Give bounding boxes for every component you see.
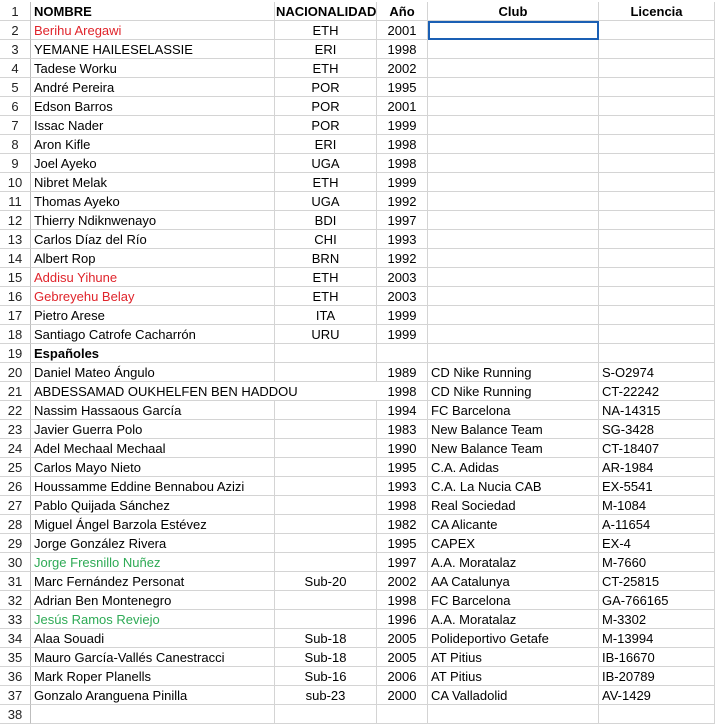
cell-nacionalidad[interactable]	[275, 344, 377, 363]
cell-anio[interactable]: 1993	[377, 230, 428, 249]
cell-anio[interactable]: 2000	[377, 686, 428, 705]
cell-anio[interactable]: 2005	[377, 629, 428, 648]
cell-nacionalidad[interactable]: UGA	[275, 192, 377, 211]
cell-club[interactable]	[428, 344, 599, 363]
cell-anio[interactable]: 1999	[377, 306, 428, 325]
cell-nombre[interactable]: ABDESSAMAD OUKHELFEN BEN HADDOU	[31, 382, 428, 401]
cell-anio[interactable]: 2003	[377, 287, 428, 306]
cell-club[interactable]: AT Pitius	[428, 667, 599, 686]
cell-anio[interactable]: 1996	[377, 610, 428, 629]
cell-nombre[interactable]: Gebreyehu Belay	[31, 287, 275, 306]
cell-nombre[interactable]: Marc Fernández Personat	[31, 572, 275, 591]
table-row	[0, 610, 715, 629]
cell-nacionalidad[interactable]: POR	[275, 78, 377, 97]
cell-nombre[interactable]: Nassim Hassaous García	[31, 401, 275, 420]
cell-anio[interactable]: 2002	[377, 572, 428, 591]
cell-club[interactable]: C.A. La Nucia CAB	[428, 477, 599, 496]
cell-club[interactable]	[428, 154, 599, 173]
row-number[interactable]: 17	[0, 306, 31, 325]
cell-anio[interactable]: 1993	[377, 477, 428, 496]
cell-licencia[interactable]: CT-18407	[599, 439, 715, 458]
table-row	[0, 401, 715, 420]
cell-nacionalidad[interactable]: ETH	[275, 59, 377, 78]
cell-nacionalidad[interactable]	[275, 439, 377, 458]
table-row	[0, 344, 715, 363]
cell-licencia[interactable]	[599, 705, 715, 724]
cell-licencia[interactable]: M-7660	[599, 553, 715, 572]
cell-anio[interactable]: 2003	[377, 268, 428, 287]
cell-nombre[interactable]: Jesús Ramos Reviejo	[31, 610, 275, 629]
cell-nombre[interactable]: Albert Rop	[31, 249, 275, 268]
cell-nombre[interactable]: Mauro García-Vallés Canestracci	[31, 648, 275, 667]
cell-nacionalidad[interactable]: Sub-18	[275, 648, 377, 667]
cell-nacionalidad[interactable]	[275, 705, 377, 724]
cell-club[interactable]	[428, 211, 599, 230]
row-number[interactable]: 18	[0, 325, 31, 344]
cell-licencia[interactable]	[599, 40, 715, 59]
cell-nacionalidad[interactable]: POR	[275, 116, 377, 135]
table-row	[0, 40, 715, 59]
cell-club[interactable]	[428, 306, 599, 325]
row-number[interactable]: 14	[0, 249, 31, 268]
table-row	[0, 306, 715, 325]
row-number[interactable]: 21	[0, 382, 31, 401]
row-number[interactable]: 28	[0, 515, 31, 534]
row-number[interactable]: 12	[0, 211, 31, 230]
cell-licencia[interactable]: SG-3428	[599, 420, 715, 439]
row-number[interactable]: 37	[0, 686, 31, 705]
cell-anio[interactable]: 1995	[377, 78, 428, 97]
table-row	[0, 287, 715, 306]
row-header[interactable]: 1	[0, 2, 31, 21]
row-number[interactable]: 6	[0, 97, 31, 116]
cell-nombre[interactable]: Daniel Mateo Ángulo	[31, 363, 275, 382]
cell-nacionalidad[interactable]: URU	[275, 325, 377, 344]
cell-nacionalidad[interactable]: ERI	[275, 40, 377, 59]
cell-nacionalidad[interactable]: CHI	[275, 230, 377, 249]
column-header-club[interactable]: Club	[428, 2, 599, 21]
row-number[interactable]: 16	[0, 287, 31, 306]
cell-club[interactable]: Real Sociedad	[428, 496, 599, 515]
cell-nombre[interactable]: Adrian Ben Montenegro	[31, 591, 275, 610]
cell-licencia[interactable]	[599, 287, 715, 306]
cell-club[interactable]	[428, 325, 599, 344]
cell-club[interactable]	[428, 705, 599, 724]
cell-nacionalidad[interactable]: UGA	[275, 154, 377, 173]
cell-nacionalidad[interactable]	[275, 553, 377, 572]
cell-club[interactable]	[428, 97, 599, 116]
row-number[interactable]: 24	[0, 439, 31, 458]
cell-nacionalidad[interactable]: Sub-20	[275, 572, 377, 591]
cell-club[interactable]	[428, 287, 599, 306]
table-row	[0, 325, 715, 344]
cell-nacionalidad[interactable]	[275, 496, 377, 515]
row-number[interactable]: 29	[0, 534, 31, 553]
cell-licencia[interactable]	[599, 306, 715, 325]
cell-club[interactable]: CA Alicante	[428, 515, 599, 534]
row-number[interactable]: 9	[0, 154, 31, 173]
table-row	[0, 667, 715, 686]
cell-club[interactable]: A.A. Moratalaz	[428, 610, 599, 629]
table-row	[0, 686, 715, 705]
cell-club[interactable]	[428, 192, 599, 211]
table-row	[0, 591, 715, 610]
cell-anio[interactable]: 1995	[377, 534, 428, 553]
table-row	[0, 648, 715, 667]
cell-nombre[interactable]: Pietro Arese	[31, 306, 275, 325]
table-row	[0, 211, 715, 230]
cell-nombre[interactable]: Berihu Aregawi	[31, 21, 275, 40]
row-number[interactable]: 10	[0, 173, 31, 192]
cell-licencia[interactable]: AV-1429	[599, 686, 715, 705]
cell-anio[interactable]: 1997	[377, 553, 428, 572]
cell-nacionalidad[interactable]: ETH	[275, 287, 377, 306]
cell-anio[interactable]: 1989	[377, 363, 428, 382]
column-header-nacionalidad[interactable]: NACIONALIDAD	[276, 4, 377, 19]
cell-club[interactable]	[428, 40, 599, 59]
cell-anio[interactable]: 1992	[377, 192, 428, 211]
cell-licencia[interactable]	[599, 268, 715, 287]
cell-nombre[interactable]: Joel Ayeko	[31, 154, 275, 173]
cell-licencia[interactable]	[599, 116, 715, 135]
table-row	[0, 534, 715, 553]
cell-nombre[interactable]: Aron Kifle	[31, 135, 275, 154]
cell-club[interactable]	[428, 21, 599, 40]
cell-nombre[interactable]: Gonzalo Aranguena Pinilla	[31, 686, 275, 705]
row-number[interactable]: 36	[0, 667, 31, 686]
cell-club[interactable]	[428, 59, 599, 78]
row-number[interactable]: 13	[0, 230, 31, 249]
cell-nombre[interactable]: Thomas Ayeko	[31, 192, 275, 211]
cell-club[interactable]: FC Barcelona	[428, 401, 599, 420]
cell-anio[interactable]: 1983	[377, 420, 428, 439]
cell-club[interactable]: CAPEX	[428, 534, 599, 553]
cell-licencia[interactable]: M-3302	[599, 610, 715, 629]
table-row	[0, 230, 715, 249]
row-number[interactable]: 20	[0, 363, 31, 382]
cell-nacionalidad[interactable]	[275, 610, 377, 629]
cell-nombre[interactable]: Miguel Ángel Barzola Estévez	[31, 515, 275, 534]
cell-licencia[interactable]: A-11654	[599, 515, 715, 534]
cell-licencia[interactable]: M-1084	[599, 496, 715, 515]
table-row	[0, 496, 715, 515]
cell-nombre[interactable]: Españoles	[31, 344, 275, 363]
cell-anio[interactable]: 1998	[377, 496, 428, 515]
cell-nacionalidad[interactable]: ETH	[275, 21, 377, 40]
cell-licencia[interactable]	[599, 21, 715, 40]
row-number[interactable]: 4	[0, 59, 31, 78]
cell-nombre[interactable]: Carlos Mayo Nieto	[31, 458, 275, 477]
cell-anio[interactable]: 2002	[377, 59, 428, 78]
cell-club[interactable]	[428, 230, 599, 249]
cell-anio[interactable]: 1999	[377, 116, 428, 135]
cell-nacionalidad[interactable]: BDI	[275, 211, 377, 230]
cell-anio[interactable]: 2001	[377, 21, 428, 40]
cell-club[interactable]: Polideportivo Getafe	[428, 629, 599, 648]
cell-club[interactable]	[428, 268, 599, 287]
cell-nombre[interactable]: Carlos Díaz del Río	[31, 230, 275, 249]
cell-licencia[interactable]	[599, 325, 715, 344]
row-number[interactable]: 19	[0, 344, 31, 363]
cell-club[interactable]: CD Nike Running	[428, 363, 599, 382]
row-number[interactable]: 33	[0, 610, 31, 629]
row-number[interactable]: 7	[0, 116, 31, 135]
row-number[interactable]: 34	[0, 629, 31, 648]
cell-anio[interactable]: 1995	[377, 458, 428, 477]
table-row	[0, 439, 715, 458]
cell-club[interactable]: CD Nike Running	[428, 382, 599, 401]
cell-nacionalidad[interactable]: Sub-16	[275, 667, 377, 686]
table-row	[0, 477, 715, 496]
cell-nacionalidad[interactable]	[275, 534, 377, 553]
cell-nombre[interactable]: Houssamme Eddine Bennabou Azizi	[31, 477, 275, 496]
cell-licencia[interactable]	[599, 249, 715, 268]
table-row	[0, 553, 715, 572]
row-number[interactable]: 3	[0, 40, 31, 59]
cell-licencia[interactable]	[599, 78, 715, 97]
cell-nombre[interactable]: Javier Guerra Polo	[31, 420, 275, 439]
table-row	[0, 192, 715, 211]
cell-licencia[interactable]: EX-4	[599, 534, 715, 553]
table-row	[0, 629, 715, 648]
table-row	[0, 458, 715, 477]
column-header-nombre[interactable]: NOMBRE	[31, 2, 275, 21]
cell-nacionalidad[interactable]	[275, 420, 377, 439]
cell-nombre[interactable]: Adel Mechaal Mechaal	[31, 439, 275, 458]
cell-nacionalidad[interactable]: ETH	[275, 268, 377, 287]
cell-licencia[interactable]	[599, 135, 715, 154]
cell-club[interactable]	[428, 78, 599, 97]
row-number[interactable]: 32	[0, 591, 31, 610]
table-row	[0, 116, 715, 135]
table-row	[0, 420, 715, 439]
cell-club[interactable]: AT Pitius	[428, 648, 599, 667]
table-row	[0, 59, 715, 78]
cell-anio[interactable]: 1999	[377, 173, 428, 192]
cell-club[interactable]: New Balance Team	[428, 420, 599, 439]
table-row	[0, 135, 715, 154]
cell-nacionalidad[interactable]	[275, 363, 377, 382]
row-number[interactable]: 11	[0, 192, 31, 211]
cell-nacionalidad[interactable]: ERI	[275, 135, 377, 154]
cell-licencia[interactable]: GA-766165	[599, 591, 715, 610]
cell-licencia[interactable]	[599, 173, 715, 192]
table-row	[0, 268, 715, 287]
table-row	[0, 382, 715, 401]
column-header-anio[interactable]: Año	[377, 2, 428, 21]
cell-anio[interactable]: 1998	[377, 382, 428, 401]
cell-nombre[interactable]: Nibret Melak	[31, 173, 275, 192]
cell-anio[interactable]: 1999	[377, 325, 428, 344]
table-row	[0, 363, 715, 382]
cell-nacionalidad[interactable]	[275, 401, 377, 420]
row-number[interactable]: 25	[0, 458, 31, 477]
cell-anio[interactable]: 1992	[377, 249, 428, 268]
cell-club[interactable]	[428, 135, 599, 154]
row-number[interactable]: 22	[0, 401, 31, 420]
cell-anio[interactable]: 2006	[377, 667, 428, 686]
cell-licencia[interactable]	[599, 97, 715, 116]
cell-nombre[interactable]: Addisu Yihune	[31, 268, 275, 287]
cell-anio[interactable]	[377, 705, 428, 724]
cell-club[interactable]: CA Valladolid	[428, 686, 599, 705]
cell-nombre[interactable]: Jorge Fresnillo Nuñez	[31, 553, 275, 572]
cell-licencia[interactable]: IB-16670	[599, 648, 715, 667]
cell-nombre[interactable]	[31, 705, 275, 724]
table-row	[0, 705, 715, 724]
cell-nombre[interactable]: Mark Roper Planells	[31, 667, 275, 686]
row-number[interactable]: 26	[0, 477, 31, 496]
cell-nombre[interactable]: Alaa Souadi	[31, 629, 275, 648]
cell-nacionalidad[interactable]: BRN	[275, 249, 377, 268]
cell-club[interactable]: A.A. Moratalaz	[428, 553, 599, 572]
cell-nacionalidad[interactable]	[275, 591, 377, 610]
cell-anio[interactable]: 1997	[377, 211, 428, 230]
cell-licencia[interactable]	[599, 154, 715, 173]
cell-licencia[interactable]: NA-14315	[599, 401, 715, 420]
cell-nombre[interactable]: Tadese Worku	[31, 59, 275, 78]
cell-licencia[interactable]: S-O2974	[599, 363, 715, 382]
cell-nacionalidad[interactable]	[275, 458, 377, 477]
cell-nacionalidad[interactable]: ITA	[275, 306, 377, 325]
cell-club[interactable]: New Balance Team	[428, 439, 599, 458]
cell-licencia[interactable]: M-13994	[599, 629, 715, 648]
cell-club[interactable]	[428, 173, 599, 192]
row-number[interactable]: 2	[0, 21, 31, 40]
cell-licencia[interactable]: IB-20789	[599, 667, 715, 686]
table-row	[0, 78, 715, 97]
cell-nacionalidad[interactable]	[275, 477, 377, 496]
cell-licencia[interactable]	[599, 192, 715, 211]
cell-nombre[interactable]: Santiago Catrofe Cacharrón	[31, 325, 275, 344]
cell-licencia[interactable]	[599, 344, 715, 363]
cell-anio[interactable]: 1998	[377, 591, 428, 610]
table-row	[0, 249, 715, 268]
cell-nombre[interactable]: Jorge González Rivera	[31, 534, 275, 553]
cell-anio[interactable]: 1998	[377, 40, 428, 59]
cell-anio[interactable]: 1998	[377, 135, 428, 154]
row-number[interactable]: 5	[0, 78, 31, 97]
cell-nombre[interactable]: Issac Nader	[31, 116, 275, 135]
row-number[interactable]: 30	[0, 553, 31, 572]
table-row	[0, 97, 715, 116]
cell-anio[interactable]: 1994	[377, 401, 428, 420]
cell-nombre[interactable]: Pablo Quijada Sánchez	[31, 496, 275, 515]
column-header-licencia[interactable]: Licencia	[599, 2, 715, 21]
cell-anio[interactable]: 1982	[377, 515, 428, 534]
cell-nombre[interactable]: Edson Barros	[31, 97, 275, 116]
cell-nacionalidad[interactable]: sub-23	[275, 686, 377, 705]
table-row	[0, 154, 715, 173]
cell-nacionalidad[interactable]: POR	[275, 97, 377, 116]
cell-licencia[interactable]: CT-25815	[599, 572, 715, 591]
cell-nombre[interactable]: André Pereira	[31, 78, 275, 97]
cell-licencia[interactable]	[599, 59, 715, 78]
table-row	[0, 515, 715, 534]
row-number[interactable]: 23	[0, 420, 31, 439]
row-number[interactable]: 31	[0, 572, 31, 591]
cell-club[interactable]	[428, 116, 599, 135]
header-row	[0, 2, 715, 21]
cell-licencia[interactable]: AR-1984	[599, 458, 715, 477]
cell-nacionalidad[interactable]	[275, 515, 377, 534]
cell-club[interactable]: C.A. Adidas	[428, 458, 599, 477]
cell-club[interactable]: AA Catalunya	[428, 572, 599, 591]
cell-anio[interactable]: 1990	[377, 439, 428, 458]
cell-club[interactable]	[428, 249, 599, 268]
row-number[interactable]: 35	[0, 648, 31, 667]
row-number[interactable]: 8	[0, 135, 31, 154]
cell-nombre[interactable]: YEMANE HAILESELASSIE	[31, 40, 275, 59]
table-row	[0, 173, 715, 192]
cell-nacionalidad[interactable]: Sub-18	[275, 629, 377, 648]
cell-licencia[interactable]: CT-22242	[599, 382, 715, 401]
table-row	[0, 21, 715, 40]
cell-licencia[interactable]	[599, 211, 715, 230]
row-number[interactable]: 27	[0, 496, 31, 515]
cell-anio[interactable]: 1998	[377, 154, 428, 173]
cell-anio[interactable]	[377, 344, 428, 363]
cell-nombre[interactable]: Thierry Ndiknwenayo	[31, 211, 275, 230]
cell-nacionalidad[interactable]: ETH	[275, 173, 377, 192]
cell-anio[interactable]: 2005	[377, 648, 428, 667]
row-number[interactable]: 38	[0, 705, 31, 724]
cell-anio[interactable]: 2001	[377, 97, 428, 116]
cell-licencia[interactable]	[599, 230, 715, 249]
cell-licencia[interactable]: EX-5541	[599, 477, 715, 496]
cell-club[interactable]: FC Barcelona	[428, 591, 599, 610]
row-number[interactable]: 15	[0, 268, 31, 287]
table-row	[0, 572, 715, 591]
